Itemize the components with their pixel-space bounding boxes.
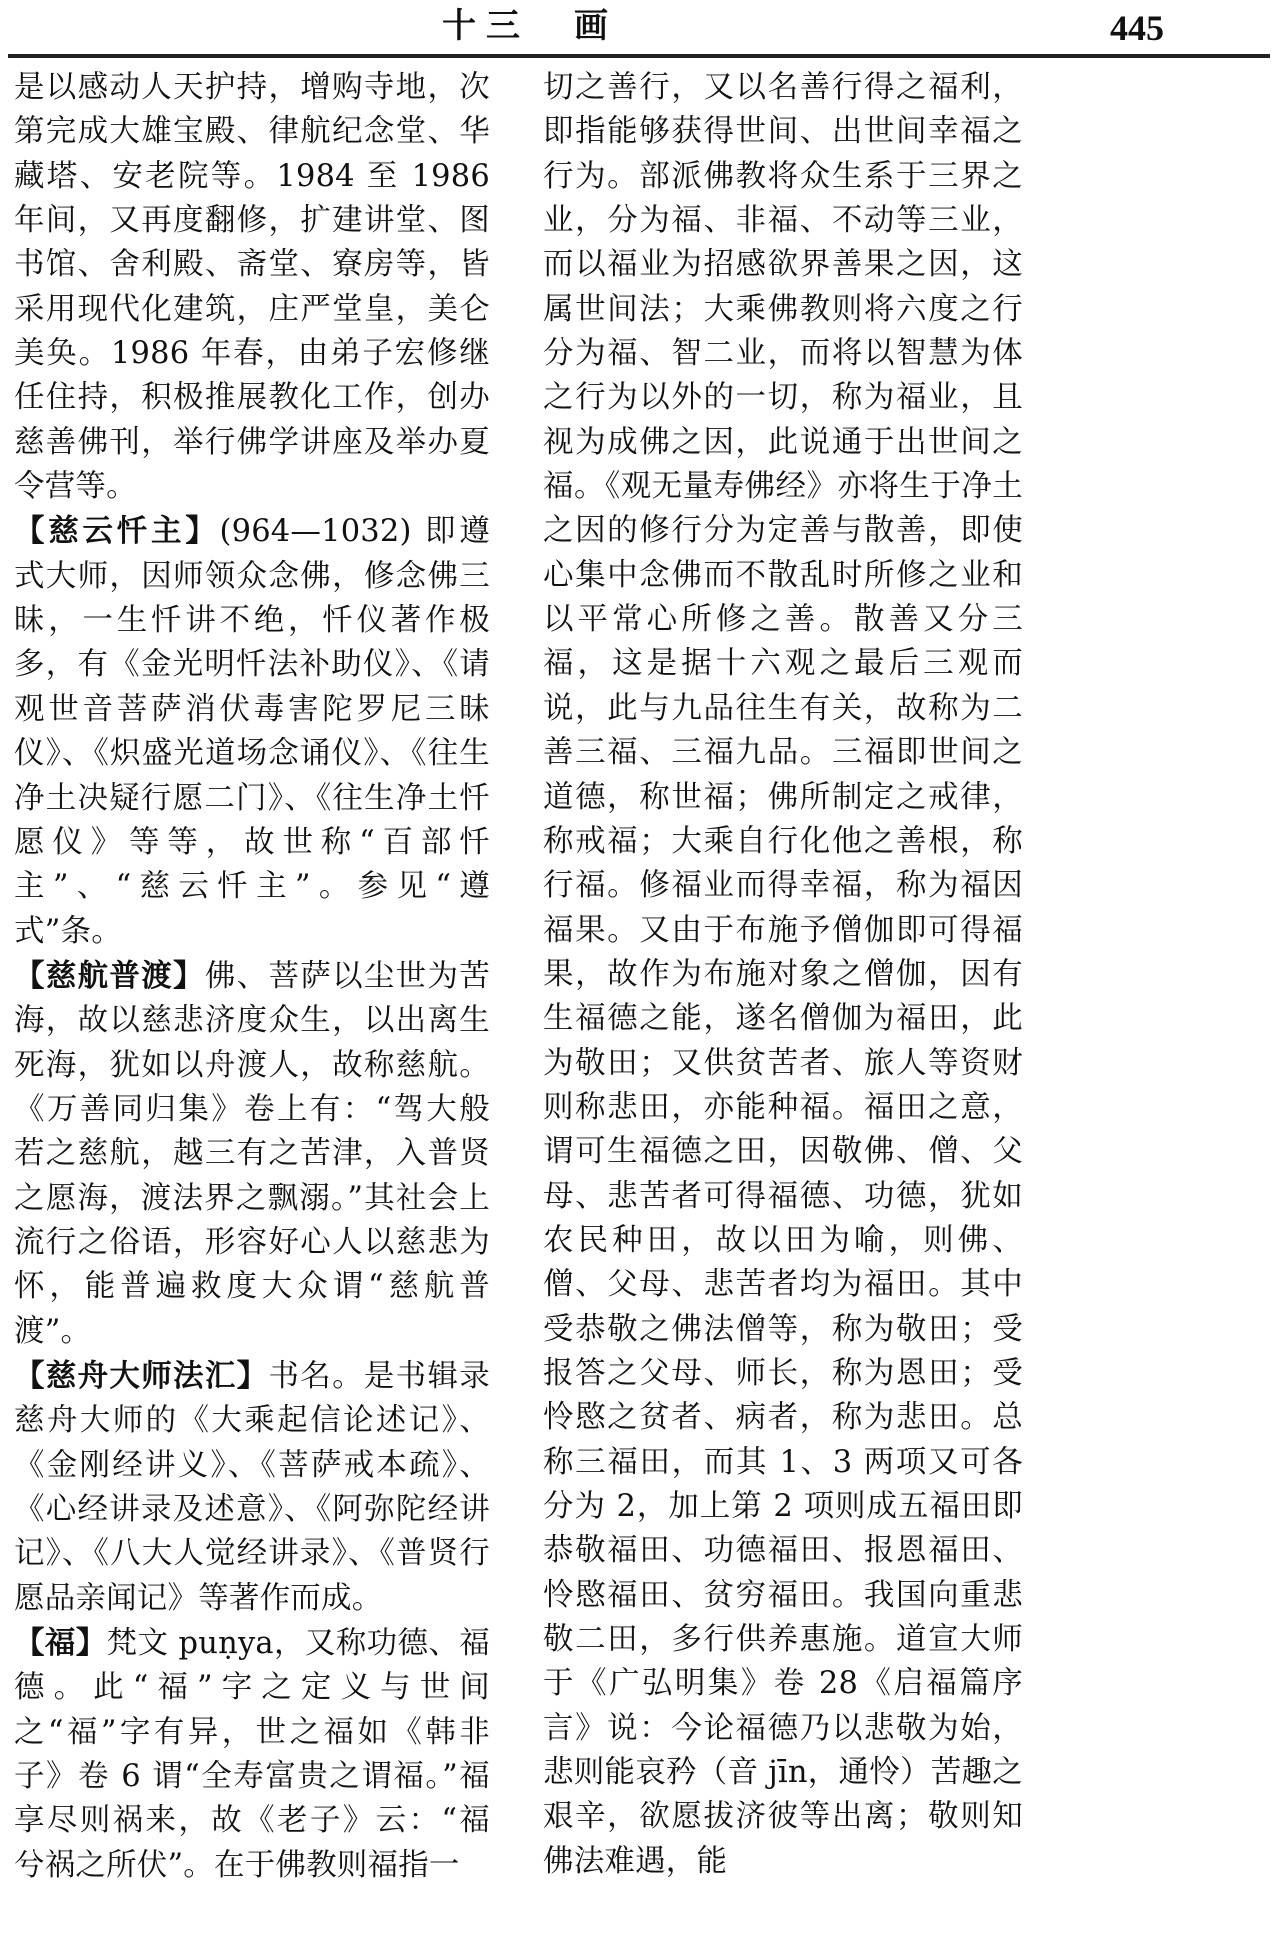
entry-text: (964—1032) 即遵式大师，因师领众念佛，修念佛三昧，一生忏讲不绝，忏仪著作极多，有《金光明忏法补助仪》、《请观世音菩萨消伏毒害陀罗尼三昧仪》、《炽盛光道场念诵仪》、《往生净土决疑行愿二门》、《往生净土忏愿仪》等等，故世称“百部忏主”、“慈云忏主”。参见“遵式”条。 (14, 514, 491, 949)
chapter-title: 十三 画 (442, 6, 618, 46)
entry-paragraph (14, 509, 490, 953)
entry-text: 书名。是书辑录慈舟大师的《大乘起信论述记》、《金刚经讲义》、《菩萨戒本疏》、《心经讲录及述意》、《阿弥陀经讲记》、《八大人觉经讲录》、《普贤行愿品亲闻记》等著作而成。 (14, 1358, 490, 1616)
entry-paragraph (14, 954, 490, 1354)
left-column (14, 66, 490, 1888)
page-number: 445 (1110, 8, 1164, 48)
entry-text: 梵文 puṇya，又称功德、福德。此“福”字之定义与世间之“福”字有异，世之福如《韩非子》卷 6 谓“全寿富贵之谓福。”福享尽则祸来，故《老子》云：“福兮祸之所伏”。在于佛教则福指一 (14, 1626, 490, 1883)
continued-paragraph: 切之善行，又以名善行得之福利，即指能够获得世间、出世间幸福之行为。部派佛教将众生系于三界之业，分为福、非福、不动等三业，而以福业为招感欲界善果之因，这属世间法；大乘佛教则将六度之行分为福、智二业，而将以智慧为体之行为以外的一切，称为福业，且视为成佛之因，此说通于出世间之福。《观无量寿佛经》亦将生于净土之因的修行分为定善与散善，即使心集中念佛而不散乱时所修之业和以平常心所修之善。散善又分三福，这是据十六观之最后三观而说，此与九品往生有关，故称为二善三福、三福九品。三福即世间之道德，称世福；佛所制定之戒律，称戒福；大乘自行化他之善根，称行福。修福业而得幸福，称为福因福果。又由于布施予僧伽即可得福果，故作为布施对象之僧伽，因有生福德之能，遂名僧伽为福田，此为敬田；又供贫苦者、旅人等资财则称悲田，亦能种福。福田之意，谓可生福德之田，因敬佛、僧、父母、悲苦者可得福德、功德，犹如农民种田，故以田为喻，则佛、僧、父母、悲苦者均为福田。其中受恭敬之佛法僧等，称为敬田；受报答之父母、师长，称为恩田；受怜愍之贫者、病者，称为悲田。总称三福田，而其 1、3 两项又可各分为 2，加上第 2 项则成五福田即恭敬福田、功德福田、报恩福田、怜愍福田、贫穷福田。我国向重悲敬二田，多行供养惠施。道宣大师于《广弘明集》卷 28《启福篇序言》说：今论福德乃以悲敬为始，悲则能哀矜（音 jīn，通怜）苦趣之艰辛，欲愿拔济彼等出离；敬则知佛法难遇，能 (543, 70, 1023, 1879)
entry-heading: 【慈云忏主】 (14, 513, 220, 550)
entry-paragraph (14, 1621, 490, 1888)
entry-paragraph (14, 66, 490, 509)
entry-heading: 【福】 (14, 1625, 107, 1662)
entry-heading: 【慈航普渡】 (14, 957, 205, 994)
page-header (0, 0, 1279, 58)
entry-text: 佛、菩萨以尘世为苦海，故以慈悲济度众生，以出离生死海，犹如以舟渡人，故称慈航。《万善同归集》卷上有：“驾大般若之慈航，越三有之苦津，入普贤之愿海，渡法界之飘溺。”其社会上流行之俗语，形容好心人以慈悲为怀，能普遍救度大众谓“慈航普渡”。 (14, 958, 490, 1349)
entry-paragraph (14, 1354, 490, 1621)
entry-heading: 【慈舟大师法汇】 (14, 1357, 269, 1394)
right-column (543, 66, 1023, 1884)
header-rule (8, 54, 1270, 58)
entry-text: 是以感动人天护持，增购寺地，次第完成大雄宝殿、律航纪念堂、华藏塔、安老院等。1984 至 1986 年间，又再度翻修，扩建讲堂、图书馆、舍利殿、斋堂、寮房等，皆采用现代化建筑，庄严堂皇，美仑美奂。1986 年春，由弟子宏修继任住持，积极推展教化工作，创办慈善佛刊，举行佛学讲座及举办夏令营等。 (14, 70, 490, 505)
